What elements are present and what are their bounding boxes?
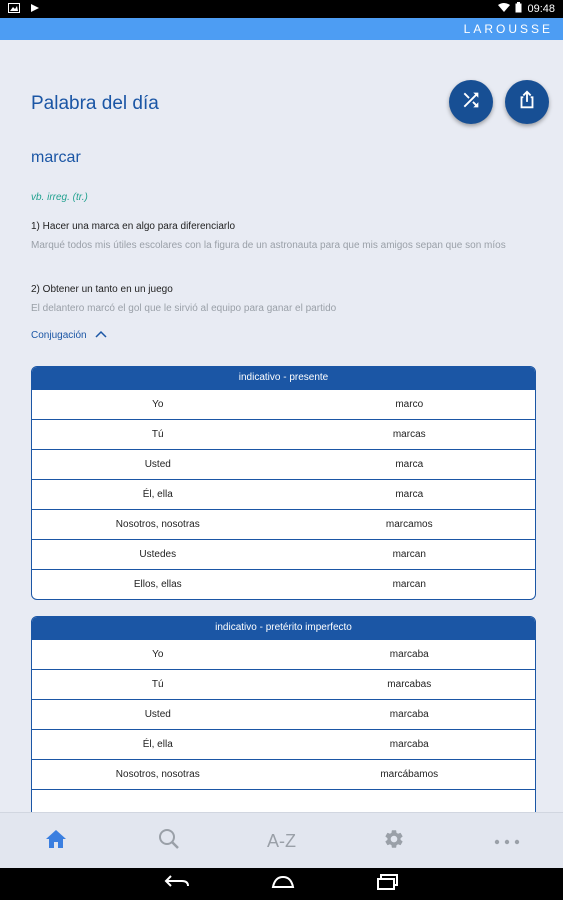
home-outline-icon <box>270 876 296 893</box>
person-cell: Yo <box>152 649 164 660</box>
person-cell: Tú <box>151 429 164 440</box>
conjugation-table-imperfecto <box>31 616 536 812</box>
form-cell: marca <box>395 489 424 500</box>
back-icon <box>164 877 190 894</box>
table-row <box>32 479 535 509</box>
nav-settings-button[interactable] <box>364 821 424 861</box>
table-row <box>32 759 535 789</box>
person-cell: Nosotros, nosotras <box>115 769 200 780</box>
table-row <box>32 419 535 449</box>
nav-az-button[interactable] <box>251 821 311 861</box>
table-row <box>32 509 535 539</box>
table-row <box>32 539 535 569</box>
more-icon <box>494 832 520 850</box>
battery-icon <box>515 2 522 16</box>
home-icon <box>45 829 67 854</box>
form-cell: marcabas <box>387 679 432 690</box>
shuffle-button[interactable] <box>449 80 493 124</box>
system-navigation-bar <box>0 868 563 900</box>
brand-bar <box>0 18 563 40</box>
chevron-up-icon <box>95 330 107 341</box>
az-label: A-Z <box>266 830 296 851</box>
person-cell: Él, ella <box>142 489 173 500</box>
person-cell: Usted <box>144 459 171 470</box>
form-cell: marcan <box>392 549 426 560</box>
share-icon <box>516 89 538 116</box>
conjugation-toggle[interactable] <box>31 330 107 341</box>
conjugation-label: Conjugación <box>31 330 87 341</box>
table-row <box>32 389 535 419</box>
home-system-button[interactable] <box>270 875 296 894</box>
table-row <box>32 789 535 812</box>
table-row <box>32 569 535 599</box>
table-row <box>32 699 535 729</box>
person-cell: Tú <box>151 679 164 690</box>
nav-home-button[interactable] <box>26 821 86 861</box>
table-row <box>32 729 535 759</box>
back-button[interactable] <box>164 874 190 895</box>
person-cell: Yo <box>152 399 164 410</box>
person-cell: Ustedes <box>139 549 177 560</box>
status-time: 09:48 <box>527 3 555 15</box>
definition-2: 2) Obtener un tanto en un juego <box>31 284 173 295</box>
person-cell: Ellos, ellas <box>133 579 182 590</box>
grammar-label: vb. irreg. (tr.) <box>31 192 88 203</box>
table-title: indicativo - presente <box>32 367 535 389</box>
nav-more-button[interactable] <box>477 821 537 861</box>
form-cell: marcan <box>392 579 426 590</box>
table-title: indicativo - pretérito imperfecto <box>32 617 535 639</box>
image-notification-icon <box>8 3 20 16</box>
nav-search-button[interactable] <box>139 821 199 861</box>
recents-button[interactable] <box>376 874 400 895</box>
person-cell: Él, ella <box>142 739 173 750</box>
table-row <box>32 449 535 479</box>
form-cell: marcaba <box>389 709 429 720</box>
wifi-icon <box>498 3 510 16</box>
recents-icon <box>376 877 400 894</box>
definition-1: 1) Hacer una marca en algo para diferenciarlo <box>31 221 235 232</box>
share-button[interactable] <box>505 80 549 124</box>
play-store-notification-icon <box>30 3 40 16</box>
example-2: El delantero marcó el gol que le sirvió al equipo para ganar el partido <box>31 303 337 314</box>
table-row <box>32 669 535 699</box>
entry-word: marcar <box>31 149 81 166</box>
form-cell: marca <box>395 459 424 470</box>
form-cell: marcas <box>392 429 426 440</box>
example-1: Marqué todos mis útiles escolares con la figura de un astronauta para que mis amigos sepan que son míos <box>31 240 506 251</box>
form-cell: marcaba <box>389 649 429 660</box>
page-title: Palabra del día <box>31 93 159 114</box>
person-cell: Nosotros, nosotras <box>115 519 200 530</box>
conjugation-table-presente <box>31 366 536 600</box>
larousse-logo: LAROUSSE <box>463 22 553 36</box>
gear-icon <box>383 828 405 855</box>
bottom-navigation <box>0 812 563 869</box>
status-bar <box>0 0 563 18</box>
form-cell: marcaba <box>389 739 429 750</box>
table-row <box>32 639 535 669</box>
word-of-day-content[interactable] <box>0 40 563 812</box>
form-cell: marco <box>395 399 424 410</box>
form-cell: marcamos <box>385 519 433 530</box>
form-cell: marcábamos <box>380 769 439 780</box>
shuffle-icon <box>460 89 482 116</box>
person-cell: Usted <box>144 709 171 720</box>
search-icon <box>158 828 180 855</box>
